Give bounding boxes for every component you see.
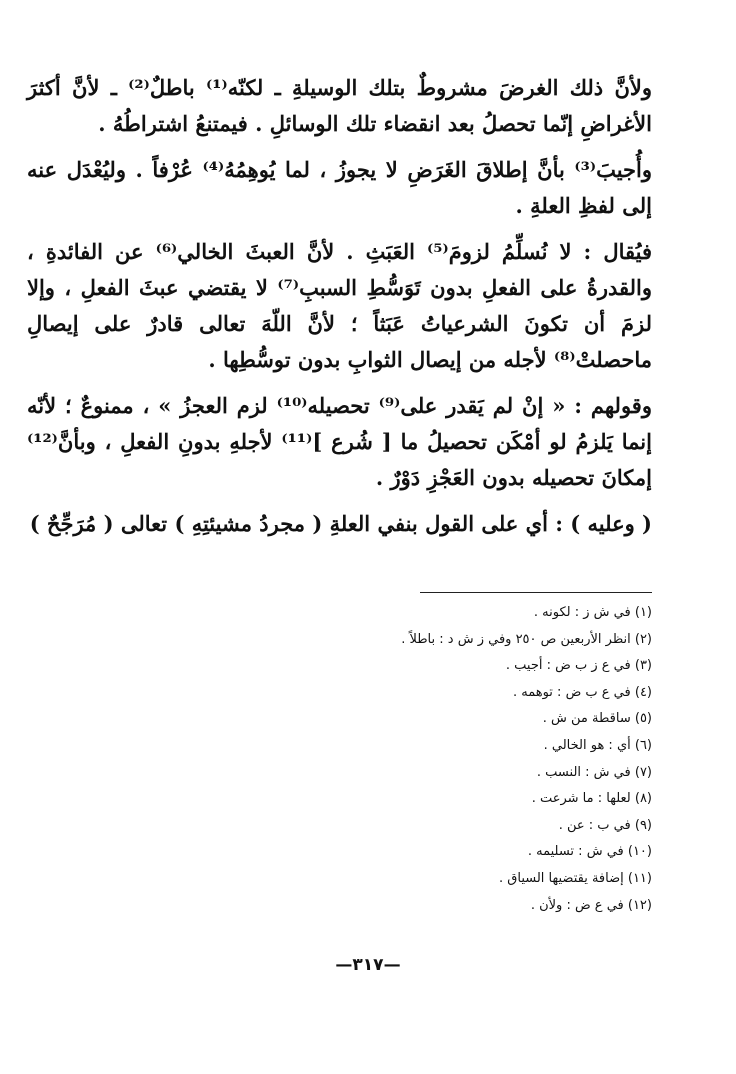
- footnote-item: (٦) أي : هو الخالي .: [543, 737, 652, 753]
- footnote-item: (٨) لعلها : ما شرعت .: [531, 791, 652, 807]
- footnote-item: (٢) انظر الأربعين ص ٢٥٠ وفي ز ش د : باطلاً .: [401, 631, 652, 647]
- paragraph-3: فيُقال : لا نُسلِّمُ لزومَ⁽⁵⁾ العَبَثِ . لأنَّ العبثَ الخالي⁽⁶⁾ عن الفائدةِ ، والقدرةُ على الفعلِ بدون تَوَسُّطِ السببِ⁽⁷⁾ لا يقتضي عبثَ الفعلِ ، وإلا لزمَ أن تكونَ الشرعياتُ عَبَثاً ؛ لأنَّ اللّهَ تعالى قادرٌ على إيصالِ ماحصلتْ⁽⁸⁾ لأجله من إيصال الثوابِ بدون توسُّطِها .: [27, 239, 652, 372]
- footnote-item: (٥) ساقطة من ش .: [542, 711, 652, 727]
- footnote-item: (٧) في ش : النسب .: [536, 764, 652, 780]
- footnote-item: (١) في ش ز : لكونه .: [533, 605, 652, 620]
- page-number: —٣١٧—: [335, 955, 401, 975]
- paragraph-2: وأُجيبَ⁽³⁾ بأنَّ إطلاقَ الغَرَضِ لا يجوزُ ، لما يُوهِمُهُ⁽⁴⁾ عُرْفاً . وليُعْدَل عنه إلى لفظِ العلةِ .: [27, 157, 653, 218]
- footnote-item: (٩) في ب : عن .: [558, 817, 652, 833]
- footnote-item: (١٠) في ش : تسليمه .: [527, 844, 652, 860]
- footnote-item: (١١) إضافة يقتضيها السياق .: [499, 870, 652, 886]
- footnote-item: (٤) في ع ب ض : توهمه .: [512, 684, 652, 700]
- footnotes-list: [52, 600, 652, 919]
- main-text: [27, 70, 652, 552]
- footnote-separator: [420, 592, 652, 593]
- footnote-item: (٣) في ع ز ب ض : أجيب .: [505, 658, 652, 674]
- paragraph-4: وقولهم : « إنْ لم يَقدر على⁽⁹⁾ تحصيله⁽¹⁰⁾ لزم العجزُ » ، ممنوعٌ ؛ لأنّه إنما يَلزمُ لو أمْكَن تحصيلُ ما [ شُرع ]⁽¹¹⁾ لأجلهِ بدونِ الفعلِ ، وبأنَّ⁽¹²⁾ إمكانَ تحصيله بدون العَجْزِ دَوْرٌ .: [27, 393, 652, 490]
- paragraph-5: ( وعليه ) : أي على القول بنفي العلةِ ( مجردُ مشيئتِهِ ) تعالى ( مُرَجِّحٌ ): [29, 511, 652, 536]
- paragraph-1: ولأنَّ ذلك الغرضَ مشروطٌ بتلك الوسيلةِ ـ لكنّه⁽¹⁾ باطلٌ⁽²⁾ ـ لأنَّ أكثرَ الأغراضِ إنّما تحصلُ بعد انقضاء تلك الوسائلِ . فيمتنعُ اشتراطُهُ .: [27, 75, 652, 136]
- footnote-item: (١٢) في ع ض : ولأن .: [530, 897, 652, 913]
